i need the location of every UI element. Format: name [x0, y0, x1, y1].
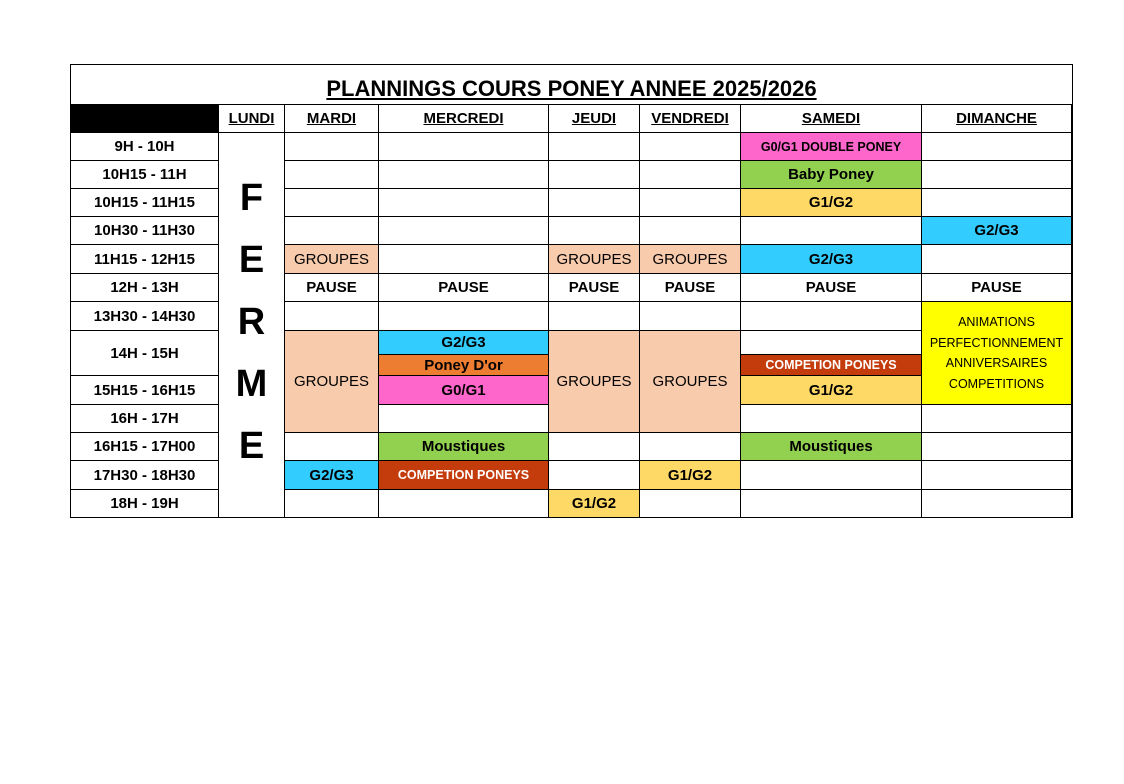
empty-cell [640, 161, 741, 189]
empty-cell [549, 189, 640, 217]
vendredi-pause: PAUSE [640, 274, 741, 302]
empty-cell [640, 433, 741, 461]
empty-cell [922, 133, 1072, 161]
empty-cell [741, 405, 922, 433]
closed-letter: F [239, 177, 264, 219]
mercredi-competion: COMPETION PONEYS [379, 461, 549, 490]
empty-cell [549, 133, 640, 161]
animations-line: ANNIVERSAIRES [945, 356, 1048, 370]
lundi-closed [219, 133, 285, 518]
header-mercredi: MERCREDI [379, 105, 549, 133]
title-text: PLANNINGS COURS PONEY ANNEE 2025/2026 [326, 76, 817, 101]
empty-cell [549, 217, 640, 245]
header-corner [71, 105, 219, 133]
empty-cell [549, 161, 640, 189]
time-label: 13H30 - 14H30 [71, 302, 219, 331]
samedi-g2g3: G2/G3 [741, 245, 922, 274]
mercredi-pause: PAUSE [379, 274, 549, 302]
time-label: 10H15 - 11H [71, 161, 219, 189]
empty-cell [922, 433, 1072, 461]
empty-cell [741, 331, 922, 355]
dimanche-animations [922, 302, 1072, 405]
empty-cell [549, 433, 640, 461]
empty-cell [285, 161, 379, 189]
empty-cell [379, 490, 549, 518]
mardi-pause: PAUSE [285, 274, 379, 302]
mardi-groupes-morning: GROUPES [285, 245, 379, 274]
vendredi-g1g2: G1/G2 [640, 461, 741, 490]
jeudi-groupes-morning: GROUPES [549, 245, 640, 274]
samedi-pause: PAUSE [741, 274, 922, 302]
empty-cell [379, 302, 549, 331]
time-label: 16H - 17H [71, 405, 219, 433]
header-dimanche: DIMANCHE [922, 105, 1072, 133]
time-label: 9H - 10H [71, 133, 219, 161]
samedi-competion: COMPETION PONEYS [741, 355, 922, 376]
empty-cell [741, 302, 922, 331]
empty-cell [285, 189, 379, 217]
empty-cell [285, 133, 379, 161]
samedi-g1g2-morning: G1/G2 [741, 189, 922, 217]
empty-cell [741, 490, 922, 518]
empty-cell [379, 405, 549, 433]
empty-cell [285, 433, 379, 461]
time-label: 15H15 - 16H15 [71, 376, 219, 405]
jeudi-pause: PAUSE [549, 274, 640, 302]
schedule-table [70, 64, 1073, 518]
header-mardi: MARDI [285, 105, 379, 133]
mercredi-moustiques: Moustiques [379, 433, 549, 461]
header-lundi: LUNDI [219, 105, 285, 133]
empty-cell [922, 189, 1072, 217]
closed-letter: E [238, 425, 265, 467]
empty-cell [285, 302, 379, 331]
time-label: 10H30 - 11H30 [71, 217, 219, 245]
samedi-baby-poney: Baby Poney [741, 161, 922, 189]
header-vendredi: VENDREDI [640, 105, 741, 133]
empty-cell [922, 405, 1072, 433]
closed-letter: M [235, 363, 268, 405]
mardi-g2g3: G2/G3 [285, 461, 379, 490]
empty-cell [922, 461, 1072, 490]
mardi-groupes-afternoon: GROUPES [285, 331, 379, 433]
empty-cell [640, 302, 741, 331]
empty-cell [549, 302, 640, 331]
vendredi-groupes-afternoon: GROUPES [640, 331, 741, 433]
mercredi-poney-dor: Poney D'or [379, 355, 549, 376]
empty-cell [640, 189, 741, 217]
empty-cell [741, 461, 922, 490]
time-label: 10H15 - 11H15 [71, 189, 219, 217]
time-label: 17H30 - 18H30 [71, 461, 219, 490]
empty-cell [640, 133, 741, 161]
empty-cell [379, 133, 549, 161]
empty-cell [285, 217, 379, 245]
empty-cell [379, 161, 549, 189]
mercredi-g2g3: G2/G3 [379, 331, 549, 355]
empty-cell [379, 245, 549, 274]
empty-cell [549, 461, 640, 490]
header-samedi: SAMEDI [741, 105, 922, 133]
empty-cell [640, 490, 741, 518]
dimanche-pause: PAUSE [922, 274, 1072, 302]
jeudi-g1g2: G1/G2 [549, 490, 640, 518]
animations-line: ANIMATIONS [958, 315, 1035, 329]
empty-cell [741, 217, 922, 245]
samedi-moustiques: Moustiques [741, 433, 922, 461]
empty-cell [379, 217, 549, 245]
page-title [71, 65, 1072, 105]
animations-line: COMPETITIONS [948, 376, 1045, 391]
empty-cell [922, 245, 1072, 274]
jeudi-groupes-afternoon: GROUPES [549, 331, 640, 433]
header-jeudi: JEUDI [549, 105, 640, 133]
empty-cell [922, 490, 1072, 518]
empty-cell [379, 189, 549, 217]
time-label: 16H15 - 17H00 [71, 433, 219, 461]
vendredi-groupes-morning: GROUPES [640, 245, 741, 274]
closed-letter: R [237, 301, 266, 343]
samedi-g0g1-double: G0/G1 DOUBLE PONEY [741, 133, 922, 161]
empty-cell [922, 161, 1072, 189]
dimanche-g2g3: G2/G3 [922, 217, 1072, 245]
mercredi-g0g1: G0/G1 [379, 376, 549, 405]
time-label: 11H15 - 12H15 [71, 245, 219, 274]
time-label: 12H - 13H [71, 274, 219, 302]
closed-letter: E [238, 239, 265, 281]
empty-cell [640, 217, 741, 245]
samedi-g1g2-afternoon: G1/G2 [741, 376, 922, 405]
time-label: 14H - 15H [71, 331, 219, 376]
empty-cell [285, 490, 379, 518]
animations-line: PERFECTIONNEMENT [929, 335, 1064, 350]
time-label: 18H - 19H [71, 490, 219, 518]
